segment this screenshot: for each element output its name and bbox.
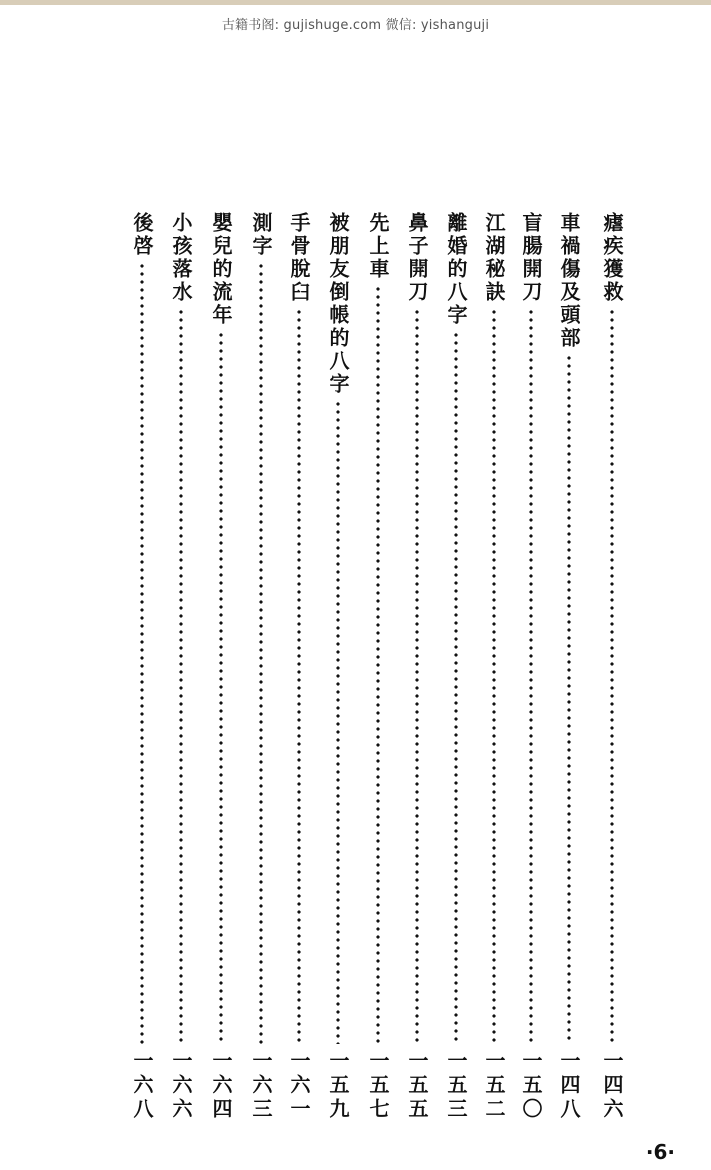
toc-entry-title: 車禍傷及頭部 (557, 212, 581, 350)
toc-entry (247, 212, 275, 1142)
toc-entry-page: 一五二 (482, 1050, 506, 1122)
toc-entry-title: 嬰兒的流年 (209, 212, 233, 327)
toc-entry-page: 一五九 (326, 1050, 350, 1122)
toc-entry-page: 一六一 (287, 1050, 311, 1122)
watermark-text: 古籍书阁: gujishuge.com 微信: yishanguji (221, 18, 490, 33)
toc-entry-title: 手骨脫臼 (287, 212, 311, 304)
dot-leader (492, 308, 496, 1044)
dot-leader (179, 308, 183, 1044)
toc-entry-title: 瘧疾獲救 (600, 212, 624, 304)
toc-entry-page: 一六六 (169, 1050, 193, 1122)
toc-entry-page: 一四八 (557, 1050, 581, 1122)
toc-entry-title: 測字 (249, 212, 273, 258)
dot-leader (415, 308, 419, 1044)
toc-entry (324, 212, 352, 1142)
dot-leader (376, 285, 380, 1044)
toc-entry (364, 212, 392, 1142)
toc-entry-page: 一五七 (366, 1050, 390, 1122)
toc-entry (285, 212, 313, 1142)
dot-leader (140, 262, 144, 1044)
toc-entry-page: 一五三 (444, 1050, 468, 1122)
toc-entry (555, 212, 583, 1142)
toc-entry-page: 一六三 (249, 1050, 273, 1122)
dot-leader (610, 308, 614, 1044)
toc-entry-title: 被朋友倒帳的八字 (326, 212, 350, 396)
toc-entry (442, 212, 470, 1142)
toc-entry (480, 212, 508, 1142)
toc-entry-page: 一五〇 (519, 1050, 543, 1122)
toc-entry-page: 一四六 (600, 1050, 624, 1122)
toc-entry-title: 盲腸開刀 (519, 212, 543, 304)
dot-leader (219, 331, 223, 1044)
toc-entry-title: 後啓 (130, 212, 154, 258)
dot-leader (297, 308, 301, 1044)
toc-entry-title: 小孩落水 (169, 212, 193, 304)
toc-entry (598, 212, 626, 1142)
toc-entry-title: 離婚的八字 (444, 212, 468, 327)
dot-leader (567, 354, 571, 1044)
toc-entry-title: 鼻子開刀 (405, 212, 429, 304)
toc-entry-page: 一六四 (209, 1050, 233, 1122)
dot-leader (454, 331, 458, 1044)
toc-entry-page: 一五五 (405, 1050, 429, 1122)
dot-leader (529, 308, 533, 1044)
dot-leader (336, 400, 340, 1044)
toc-entry-page: 一六八 (130, 1050, 154, 1122)
toc-entry (167, 212, 195, 1142)
toc-entry (403, 212, 431, 1142)
toc-entry (517, 212, 545, 1142)
toc-entry (207, 212, 235, 1142)
dot-leader (259, 262, 263, 1044)
toc-entry (128, 212, 156, 1142)
page-number: ·6· (645, 1140, 675, 1164)
toc-entry-title: 先上車 (366, 212, 390, 281)
toc-entry-title: 江湖秘訣 (482, 212, 506, 304)
